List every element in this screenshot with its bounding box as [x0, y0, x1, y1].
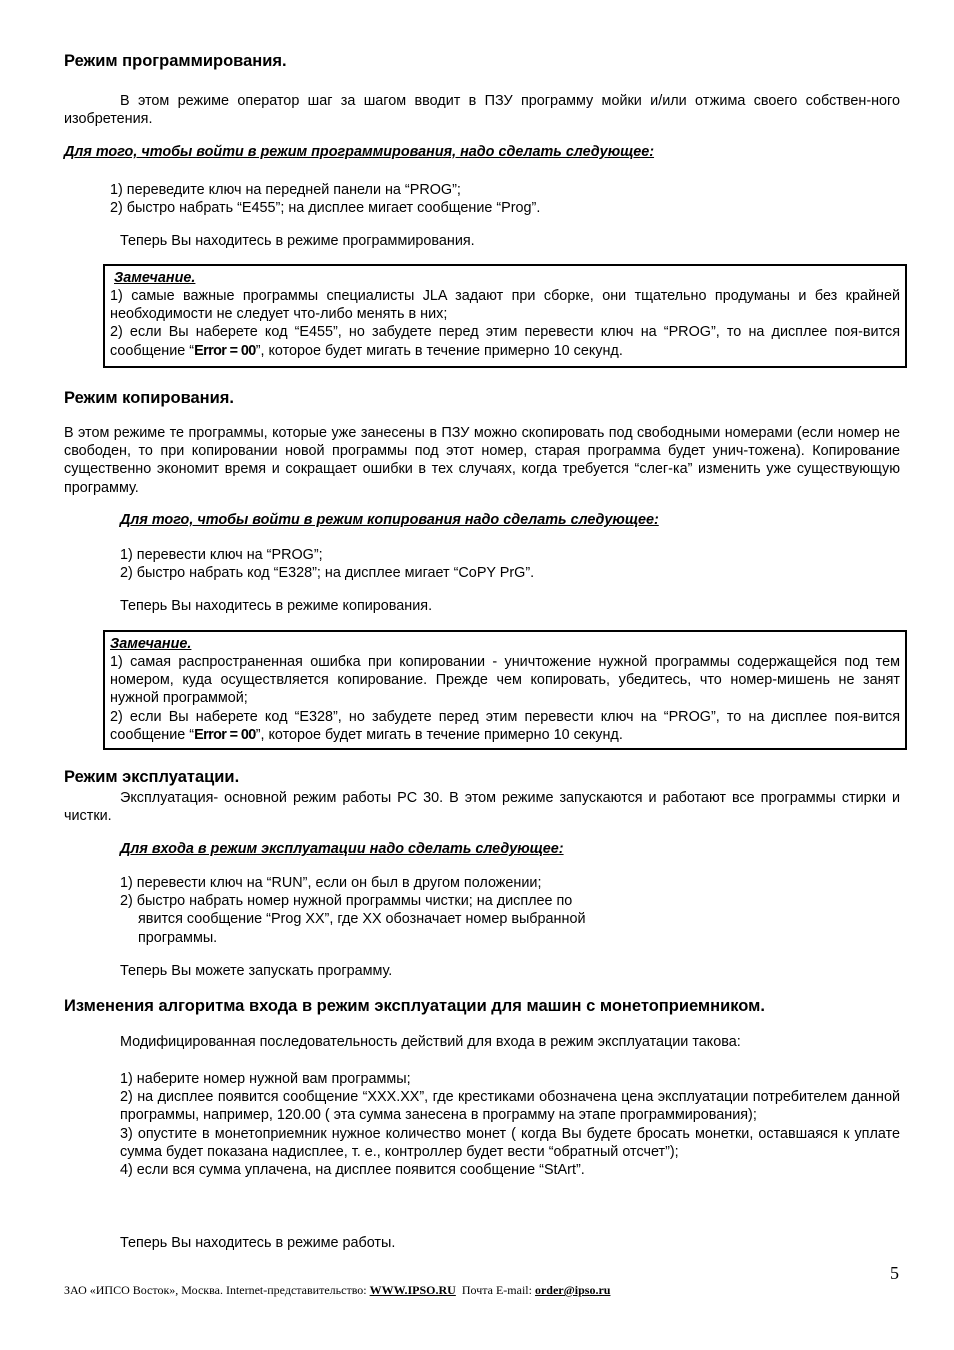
programming-note-title: Замечание. — [114, 270, 196, 286]
footer-mail-label: Почта E-mail: — [455, 1283, 535, 1297]
section-title-run: Режим эксплуатации. — [64, 768, 240, 786]
programming-note-box — [103, 264, 907, 368]
copy-note-box — [103, 630, 907, 750]
footer-site-link[interactable]: WWW.IPSO.RU — [369, 1283, 456, 1297]
programming-step-1: 1) переведите ключ на передней панели на “PROG”; — [110, 182, 461, 198]
run-result: Теперь Вы можете запускать программу. — [120, 963, 393, 979]
coin-step-3: 3) опустите в монетоприемник нужное количество монет ( когда Вы будете бросать монетки, оставшаяся к уплате сумма будет показана надисплее, т. е., контроллер будет вести “обратный отсчет”); — [120, 1125, 900, 1160]
page-number: 5 — [890, 1263, 899, 1283]
run-step-2: 2) быстро набрать номер нужной программы чистки; на дисплее по — [120, 893, 573, 909]
section-title-programming: Режим программирования. — [64, 52, 287, 70]
section-title-copy: Режим копирования. — [64, 389, 234, 407]
copy-result: Теперь Вы находитесь в режиме копирования. — [120, 598, 433, 614]
copy-step-2: 2) быстро набрать код “E328”; на дисплее мигает “CoPY PrG”. — [120, 565, 535, 581]
copy-note-title: Замечание. — [110, 636, 192, 652]
footer-mail-link[interactable]: order@ipso.ru — [534, 1283, 611, 1297]
copy-subheading: Для того, чтобы войти в режим копирования надо сделать следующее: — [120, 512, 659, 528]
run-step-2-end: программы. — [138, 930, 218, 946]
coin-step-4: 4) если вся сумма уплачена, на дисплее появится сообщение “StArt”. — [120, 1162, 585, 1179]
coin-step-2: 2) на дисплее появится сообщение “XXX.XX”, где крестиками обозначена цена эксплуатации потребителем данной программы, например, 120.00 ( эта сумма занесена в программу на этапе программирования); — [120, 1089, 900, 1124]
coin-result: Теперь Вы находитесь в режиме работы. — [120, 1235, 396, 1251]
copy-note-2: 2) если Вы наберете код “E328”, но забудете перед этим перевести ключ на “PROG”, то на дисплее поя-вится сообщение “Error = 00”, которое будет мигать в течение примерно 10 секунд. — [110, 708, 900, 743]
programming-note-1: 1) самые важные программы специалисты JLA задают при сборке, они тщательно продуманы и без крайней необходимости не следует что-либо менять в них; — [110, 288, 900, 323]
copy-step-1: 1) перевести ключ на “PROG”; — [120, 547, 323, 563]
section-title-coin: Изменения алгоритма входа в режим эксплуатации для машин с монетоприемником. — [64, 997, 765, 1015]
run-step-1: 1) перевести ключ на “RUN”, если он был в другом положении; — [120, 875, 542, 891]
error-message: Error = 00 — [194, 726, 256, 743]
run-step-2-cont: явится сообщение “Prog XX”, где XX обозначает номер выбранной — [138, 911, 586, 927]
programming-step-2: 2) быстро набрать “E455”; на дисплее мигает сообщение “Prog”. — [110, 200, 541, 216]
footer-text: ЗАО «ИПСО Восток», Москва. Internet-представительство: — [64, 1283, 370, 1297]
programming-note-2: 2) если Вы наберете код “E455”, но забудете перед этим перевести ключ на “PROG”, то на дисплее поя-вится сообщение “Error = 00”, которое будет мигать в течение примерно 10 секунд. — [110, 324, 900, 359]
footer — [64, 1283, 610, 1298]
copy-intro: В этом режиме те программы, которые уже занесены в ПЗУ можно скопировать под свободными номерами (если номер не свободен, то при копировании новой программы под этот номер, старая программа будет унич-тожена). Копирование существенно экономит время и сокращает ошибки в тех случаях, когда требуется “слег-ка” изменить уже существующую программу. — [64, 425, 900, 496]
programming-subheading: Для того, чтобы войти в режим программирования, надо сделать следующее: — [64, 144, 655, 160]
error-message: Error = 00 — [194, 342, 256, 359]
coin-step-1: 1) наберите номер нужной вам программы; — [120, 1071, 411, 1087]
programming-result: Теперь Вы находитесь в режиме программирования. — [120, 233, 475, 249]
run-subheading: Для входа в режим эксплуатации надо сделать следующее: — [120, 841, 564, 857]
copy-note-1: 1) самая распространенная ошибка при копировании - уничтожение нужной программы содержащейся под тем номером, куда осуществляется копирование. Прежде чем копировать, убедитесь, что номер-мишень не занят нужной программой; — [110, 654, 900, 707]
programming-intro: В этом режиме оператор шаг за шагом вводит в ПЗУ программу мойки и/или отжима своего собствен-ного изобретения. — [64, 93, 900, 128]
coin-steps — [120, 1070, 900, 1179]
coin-intro: Модифицированная последовательность действий для входа в режим эксплуатации такова: — [120, 1034, 741, 1050]
run-intro: Эксплуатация- основной режим работы PC 30. В этом режиме запускаются и работают все программы стирки и чистки. — [64, 790, 900, 825]
